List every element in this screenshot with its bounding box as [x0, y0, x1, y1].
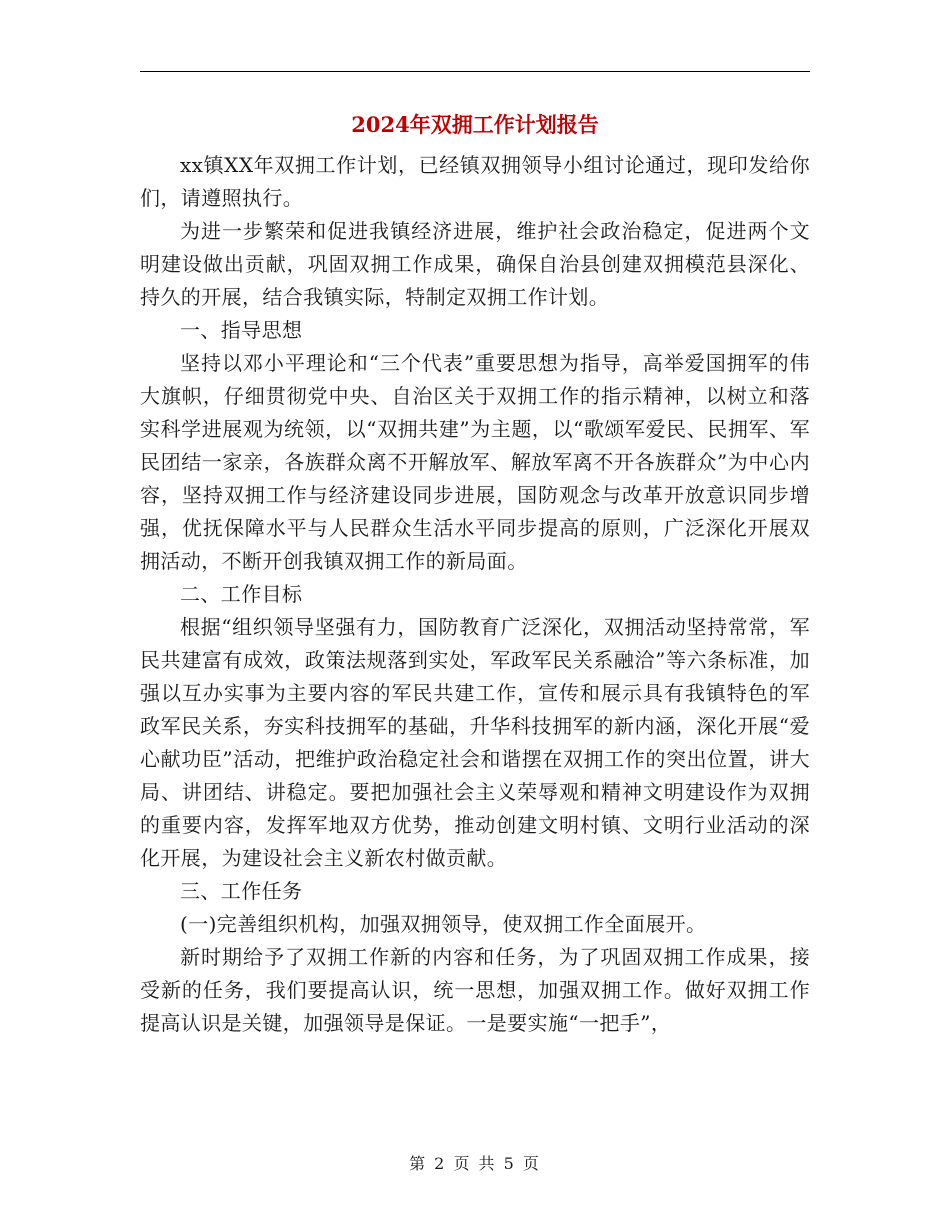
section-heading-guiding-thought: 一、指导思想: [180, 318, 303, 342]
section-heading-work-tasks: 三、工作任务: [180, 879, 303, 903]
paragraph-intro: xx镇XX年双拥工作计划，已经镇双拥领导小组讨论通过，现印发给你们，请遵照执行。: [140, 153, 810, 210]
document-body: [140, 149, 810, 1040]
section-heading-work-goals: 二、工作目标: [180, 582, 303, 606]
page-number-footer: 第 2 页 共 5 页: [409, 1154, 541, 1173]
paragraph-organization: 新时期给予了双拥工作新的内容和任务，为了巩固双拥工作成果，接受新的任务，我们要提高认识，统一思想，加强双拥工作。做好双拥工作提高认识是关键，加强领导是保证。一是要实施“一把手”，: [140, 945, 810, 1035]
paragraph-work-goals: 根据“组织领导坚强有力，国防教育广泛深化，双拥活动坚持常常，军民共建富有成效，政策法规落到实处，军政军民关系融洽”等六条标准，加强以互办实事为主要内容的军民共建工作，宣传和展示具有我镇特色的军政军民关系，夯实科技拥军的基础，升华科技拥军的新内涵，深化开展“爱心献功臣”活动，把维护政治稳定社会和谐摆在双拥工作的突出位置，讲大局、讲团结、讲稳定。要把加强社会主义荣辱观和精神文明建设作为双拥的重要内容，发挥军地双方优势，推动创建文明村镇、文明行业活动的深化开展，为建设社会主义新农村做贡献。: [140, 615, 810, 870]
paragraph-guiding-thought: 坚持以邓小平理论和“三个代表”重要思想为指导，高举爱国拥军的伟大旗帜，仔细贯彻党中央、自治区关于双拥工作的指示精神，以树立和落实科学进展观为统领，以“双拥共建”为主题，以“歌颂军爱民、民拥军、军民团结一家亲，各族群众离不开解放军、解放军离不开各族群众”为中心内容，坚持双拥工作与经济建设同步进展，国防观念与改革开放意识同步增强，优抚保障水平与人民群众生活水平同步提高的原则，广泛深化开展双拥活动，不断开创我镇双拥工作的新局面。: [140, 351, 810, 573]
document-title: 2024年双拥工作计划报告: [351, 112, 599, 137]
subsection-heading-organization: (一)完善组织机构，加强双拥领导，使双拥工作全面展开。: [180, 912, 707, 936]
paragraph-purpose: 为进一步繁荣和促进我镇经济进展，维护社会政治稳定，促进两个文明建设做出贡献，巩固双拥工作成果，确保自治县创建双拥模范县深化、持久的开展，结合我镇实际，特制定双拥工作计划。: [140, 219, 810, 309]
header-rule: [140, 71, 810, 72]
